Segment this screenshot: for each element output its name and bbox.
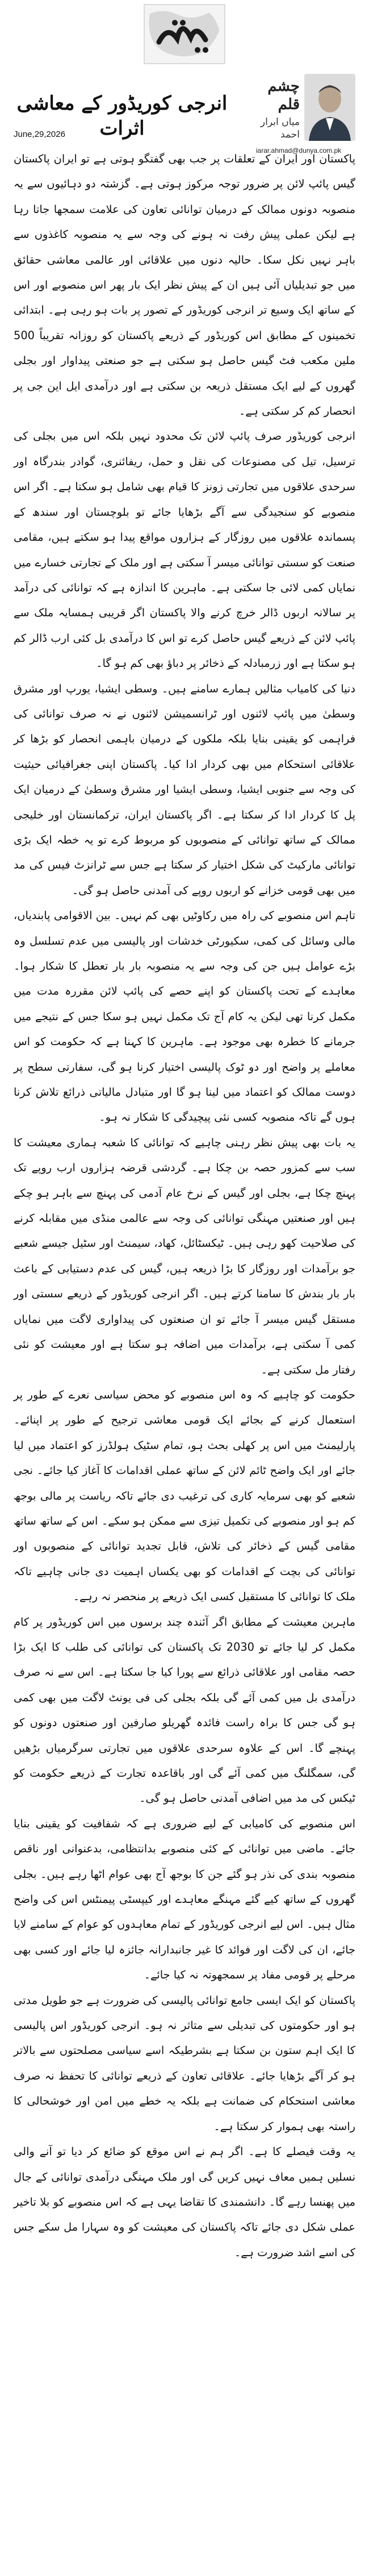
author-text: [242, 74, 304, 141]
article-paragraph: پاکستان کو ایک ایسی جامع توانائی پالیسی کی ضرورت ہے جو طویل مدتی ہو اور حکومتوں کی تبدیلی سے متاثر نہ ہو۔ انرجی کوریڈور اس پالیسی کا ایک اہم ستون بن سکتا ہے بشرطیکہ اسے سیاسی مصلحتوں سے بالاتر ہو کر آگے بڑھایا جائے۔ علاقائی تعاون کے ذریعے توانائی کا تحفظ نہ صرف معاشی استحکام کی ضمانت ہے بلکہ یہ خطے میں امن اور خوشحالی کا راستہ بھی ہموار کر سکتا ہے۔: [14, 1993, 355, 2133]
newspaper-logo: [142, 2, 227, 66]
article-paragraph: ماہرین معیشت کے مطابق اگر آئندہ چند برسوں میں اس کوریڈور پر کام مکمل کر لیا جائے تو 2030 تک پاکستان کی توانائی کی طلب کا ایک بڑا حصہ مقامی اور علاقائی ذرائع سے پورا کیا جا سکتا ہے۔ اس سے نہ صرف درآمدی بل میں کمی آئے گی بلکہ بجلی کی فی یونٹ لاگت میں بھی کمی ہو گی جس کا براہ راست فائدہ گھریلو صارفین اور صنعتوں دونوں کو پہنچے گا۔ اس کے علاوہ سرحدی علاقوں میں تجارتی سرگرمیاں بڑھیں گی، سمگلنگ میں کمی آئے گی اور باقاعدہ تجارت کے ذریعے حکومت کو ٹیکس کی مد میں اضافی آمدنی حاصل ہو گی۔: [14, 1615, 355, 1805]
article-paragraph: تاہم اس منصوبے کی راہ میں رکاوٹیں بھی کم نہیں۔ بین الاقوامی پابندیاں، مالی وسائل کی کمی، سکیورٹی خدشات اور پالیسی میں عدم تسلسل وہ بڑے عوامل ہیں جن کی وجہ سے یہ منصوبہ بار بار تعطل کا شکار ہوا۔ معاہدے کے تحت پاکستان کو اپنے حصے کی پائپ لائن مقررہ مدت میں مکمل کرنا تھی لیکن یہ کام آج تک مکمل نہیں ہو سکا جس کے نتیجے میں جرمانے کا خطرہ بھی موجود ہے۔ ماہرین کا کہنا ہے کہ حکومت کو اس معاملے پر واضح اور دو ٹوک پالیسی اختیار کرنا ہو گی، سفارتی سطح پر دوست ممالک کو اعتماد میں لینا ہو گا اور متبادل مالیاتی ذرائع تلاش کرنا ہوں گے تاکہ منصوبہ کسی نئی پیچیدگی کا شکار نہ ہو۔: [14, 909, 355, 1124]
masthead: [0, 0, 369, 69]
publish-date: June,29,2026: [14, 130, 65, 139]
article-paragraph: دنیا کی کامیاب مثالیں ہمارے سامنے ہیں۔ وسطی ایشیا، یورپ اور مشرق وسطیٰ میں پائپ لائنوں اور ٹرانسمیشن لائنوں نے نہ صرف توانائی کی فراہمی کو یقینی بنایا بلکہ ملکوں کے درمیان باہمی انحصار کو بڑھا کر علاقائی استحکام میں بھی کردار ادا کیا۔ پاکستان اپنی جغرافیائی حیثیت کی وجہ سے جنوبی ایشیا، وسطی ایشیا اور مشرق وسطیٰ کے درمیان ایک پل کا کردار ادا کر سکتا ہے۔ اگر پاکستان ایران، ترکمانستان اور خلیجی ممالک کے ساتھ توانائی کے منصوبوں کو مربوط کرے تو یہ خطہ ایک بڑی توانائی مارکیٹ کی شکل اختیار کر سکتا ہے جس سے ٹرانزٹ فیس کی مد میں بھی قومی خزانے کو اربوں روپے کی آمدنی حاصل ہو گی۔: [14, 682, 355, 897]
author-avatar: [304, 74, 355, 141]
newspaper-logo-icon: [142, 2, 227, 66]
article-paragraph: انرجی کوریڈور صرف پائپ لائن تک محدود نہیں بلکہ اس میں بجلی کی ترسیل، تیل کی مصنوعات کی نقل و حمل، ریفائنری، گوادر بندرگاہ اور سرحدی علاقوں میں تجارتی زونز کا قیام بھی شامل ہو سکتا ہے۔ اگر اس منصوبے کو سنجیدگی سے آگے بڑھایا جائے تو بلوچستان اور سندھ کے پسماندہ علاقوں میں روزگار کے ہزاروں مواقع پیدا ہو سکتے ہیں، مقامی صنعت کو سستی توانائی میسر آ سکتی ہے اور ملک کے تجارتی خسارے میں نمایاں کمی لائی جا سکتی ہے۔ ماہرین کا اندازہ ہے کہ توانائی کی درآمد پر سالانہ اربوں ڈالر خرچ کرنے والا پاکستان اگر قریبی ہمسایہ ملک سے پائپ لائن کے ذریعے گیس حاصل کرے تو اس کا درآمدی بل کئی ارب ڈالر کم ہو سکتا ہے اور زرمبادلہ کے ذخائر پر دباؤ بھی کم ہو گا۔: [14, 429, 355, 670]
article-title: انرجی کوریڈور کے معاشی اثرات: [16, 92, 228, 140]
author-photo-icon: [304, 74, 355, 141]
author-name: میاں ابرار احمد: [260, 116, 300, 140]
article-body: [14, 147, 355, 2265]
article-paragraph: یہ بات بھی پیش نظر رہنی چاہیے کہ توانائی کا شعبہ ہماری معیشت کا سب سے کمزور حصہ بن چکا ہے۔ گردشی قرضہ ہزاروں ارب روپے تک پہنچ چکا ہے، بجلی اور گیس کے نرخ عام آدمی کی پہنچ سے باہر ہو چکے ہیں اور صنعتیں مہنگی توانائی کی وجہ سے عالمی منڈی میں مقابلہ کرنے کی صلاحیت کھو رہی ہیں۔ ٹیکسٹائل، کھاد، سیمنٹ اور سٹیل جیسے شعبے جو برآمدات اور روزگار کا بڑا ذریعہ ہیں، گیس کی عدم دستیابی کے باعث بار بار بندش کا سامنا کرتے ہیں۔ اگر انرجی کوریڈور کے ذریعے سستی اور مستقل گیس میسر آ جائے تو ان صنعتوں کی پیداواری لاگت میں نمایاں کمی آ سکتی ہے، برآمدات میں اضافہ ہو سکتا ہے اور معیشت کو نئی رفتار مل سکتی ہے۔: [14, 1135, 355, 1376]
author-email: iarar.ahmad@dunya.com.pk: [255, 147, 342, 155]
article-paragraph: پاکستان اور ایران کے تعلقات پر جب بھی گفتگو ہوتی ہے تو ایران پاکستان گیس پائپ لائن پر ضرور توجہ مرکوز ہوتی ہے۔ گزشتہ دو دہائیوں سے یہ منصوبہ دونوں ممالک کے درمیان توانائی تعاون کی علامت سمجھا جاتا رہا ہے لیکن عملی پیش رفت نہ ہونے کی وجہ سے یہ منصوبہ کاغذوں سے باہر نہیں نکل سکا۔ حالیہ دنوں میں علاقائی اور عالمی معاشی حقائق میں جو تبدیلیاں آئی ہیں ان کے پیش نظر ایک بار پھر اس منصوبے اور اس کے ساتھ ایک وسیع تر انرجی کوریڈور کے تصور پر بات ہو رہی ہے۔ ابتدائی تخمینوں کے مطابق اس کوریڈور کے ذریعے پاکستان کو روزانہ تقریباً 500 ملین مکعب فٹ گیس حاصل ہو سکتی ہے جو صنعتی پیداوار اور بجلی گھروں کے لیے ایک مستقل ذریعہ بن سکتی ہے اور درآمدی ایل این جی پر انحصار کم کر سکتی ہے۔: [14, 152, 355, 418]
article-paragraph: یہ وقت فیصلے کا ہے۔ اگر ہم نے اس موقع کو ضائع کر دیا تو آنے والی نسلیں ہمیں معاف نہیں کریں گی اور ملک مہنگی درآمدی توانائی کے جال میں پھنسا رہے گا۔ دانشمندی کا تقاضا یہی ہے کہ اس منصوبے کو بلا تاخیر عملی شکل دی جائے تاکہ پاکستان کی معیشت کو وہ سہارا مل سکے جس کی اسے اشد ضرورت ہے۔: [14, 2145, 355, 2259]
article-paragraph: اس منصوبے کی کامیابی کے لیے ضروری ہے کہ شفافیت کو یقینی بنایا جائے۔ ماضی میں توانائی کے کئی منصوبے بدانتظامی، بدعنوانی اور ناقص منصوبہ بندی کی نذر ہو گئے جن کا بوجھ آج بھی عوام اٹھا رہے ہیں۔ بجلی گھروں کے ساتھ کیے گئے مہنگے معاہدے اور کیپسٹی پیمنٹس اس کی واضح مثال ہیں۔ اس لیے انرجی کوریڈور کے تمام معاہدوں کو عوام کے سامنے لایا جائے، ان کی لاگت اور فوائد کا غیر جانبدارانہ جائزہ لیا جائے اور کسی بھی مرحلے پر قومی مفاد پر سمجھوتہ نہ کیا جائے۔: [14, 1817, 355, 1982]
article-paragraph: حکومت کو چاہیے کہ وہ اس منصوبے کو محض سیاسی نعرے کے طور پر استعمال کرنے کے بجائے ایک قومی معاشی ترجیح کے طور پر اپنائے۔ پارلیمنٹ میں اس پر کھلی بحث ہو، تمام سٹیک ہولڈرز کو اعتماد میں لیا جائے اور ایک واضح ٹائم لائن کے ساتھ عملی اقدامات کا آغاز کیا جائے۔ نجی شعبے کو بھی سرمایہ کاری کی ترغیب دی جائے تاکہ ریاست پر مالی بوجھ کم ہو اور منصوبے کی تکمیل تیزی سے ممکن ہو سکے۔ اس کے ساتھ ساتھ مقامی گیس کے ذخائر کی تلاش، قابل تجدید توانائی کے منصوبوں اور توانائی کی بچت کے اقدامات کو بھی یکساں اہمیت دی جانی چاہیے تاکہ ملک کا توانائی کا مستقبل کسی ایک ذریعے پر منحصر نہ رہے۔: [14, 1388, 355, 1604]
column-name: چشم قلم: [267, 78, 300, 113]
